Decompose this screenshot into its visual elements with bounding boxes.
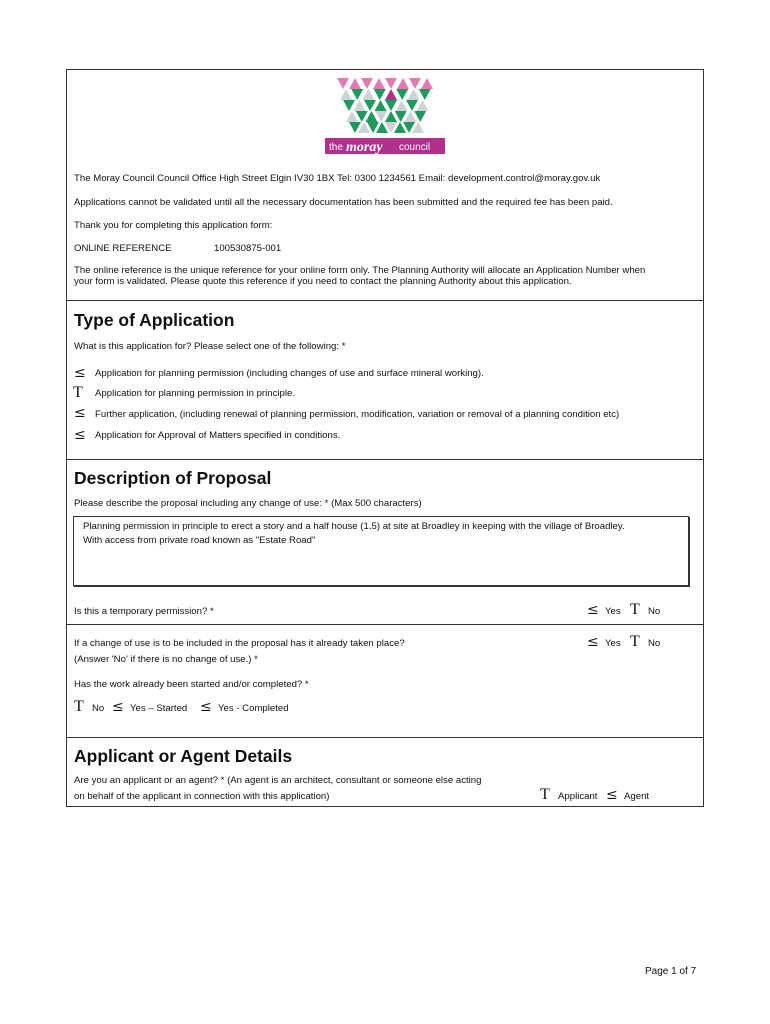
started-no-radio[interactable]: T [74, 698, 84, 715]
temporary-question: Is this a temporary permission? * [74, 606, 214, 617]
moray-council-logo [325, 76, 445, 156]
section-divider [66, 300, 704, 301]
logo-triangle [337, 78, 349, 89]
logo-triangle [346, 111, 358, 122]
logo-triangle [364, 100, 376, 111]
option-3-label: Further application, (including renewal of planning permission, modification, variation or removal of a planning condition etc) [95, 409, 620, 420]
change-of-use-question-2: (Answer 'No' if there is no change of use.) * [74, 654, 258, 665]
agent-radio[interactable]: ≤ [606, 787, 618, 803]
logo-triangle [396, 89, 408, 100]
section-divider [66, 459, 704, 460]
logo-triangle [356, 111, 368, 122]
change-no-radio[interactable]: T [630, 633, 640, 650]
description-prompt: Please describe the proposal including any change of use: * (Max 500 characters) [74, 498, 422, 509]
started-yes-started-label: Yes – Started [130, 703, 188, 714]
logo-triangle [375, 100, 387, 111]
section-divider [66, 624, 704, 625]
logo-triangle [361, 78, 373, 89]
work-started-question: Has the work already been started and/or completed? * [74, 679, 309, 690]
logo-triangle [385, 89, 397, 100]
logo-triangle [417, 100, 429, 111]
applicant-label: Applicant [558, 791, 598, 802]
option-3-radio[interactable]: ≤ [74, 405, 86, 421]
reference-note-line-1: The online reference is the unique reference for your online form only. The Planning Authority will allocate an Application Number when [74, 265, 646, 276]
agent-label: Agent [624, 791, 650, 802]
logo-triangle [385, 111, 397, 122]
reference-note-line-2: your form is validated. Please quote this reference if you need to contact the planning Authority about this application. [74, 276, 572, 287]
temporary-no-label: No [648, 606, 661, 617]
validation-note: Applications cannot be validated until all the necessary documentation has been submitted and the required fee has been paid. [74, 197, 613, 208]
logo-triangle [366, 111, 378, 122]
change-no-label: No [648, 638, 661, 649]
change-yes-radio[interactable]: ≤ [587, 634, 599, 650]
section-divider [66, 737, 704, 738]
logo-triangle [408, 89, 420, 100]
logo-triangle [363, 89, 375, 100]
temporary-yes-radio[interactable]: ≤ [587, 602, 599, 618]
online-reference-value: 100530875-001 [214, 243, 282, 254]
logo-triangle [374, 89, 386, 100]
type-question: What is this application for? Please select one of the following: * [74, 341, 346, 352]
type-of-application-heading: Type of Application [74, 310, 235, 330]
applicant-question-1: Are you an applicant or an agent? * (An agent is an architect, consultant or someone else acting [74, 775, 482, 786]
logo-triangle [406, 100, 418, 111]
logo-triangle [354, 100, 366, 111]
proposal-text-line-2: With access from private road known as "Estate Road" [83, 535, 316, 546]
logo-triangle [397, 78, 409, 89]
option-1-label: Application for planning permission (including changes of use and surface mineral working). [95, 368, 484, 379]
logo-triangle [375, 111, 387, 122]
online-reference-label: ONLINE REFERENCE [74, 243, 172, 254]
logo-triangle [395, 111, 407, 122]
applicant-radio[interactable]: T [540, 786, 550, 803]
temporary-no-radio[interactable]: T [630, 601, 640, 618]
started-no-label: No [92, 703, 105, 714]
logo-text-the: the [329, 142, 343, 153]
logo-triangle [396, 100, 408, 111]
option-1-radio[interactable]: ≤ [74, 365, 86, 381]
thanks-text: Thank you for completing this application form: [74, 220, 273, 231]
logo-triangle [373, 78, 385, 89]
logo-text-council: council [399, 142, 431, 153]
logo-triangle [405, 111, 417, 122]
logo-triangle [351, 89, 363, 100]
change-of-use-question-1: If a change of use is to be included in the proposal has it already taken place? [74, 638, 405, 649]
description-heading: Description of Proposal [74, 468, 272, 488]
proposal-description-textarea[interactable] [73, 516, 689, 586]
option-4-label: Application for Approval of Matters specified in conditions. [95, 430, 341, 441]
logo-triangle [343, 100, 355, 111]
logo-text-moray: moray [346, 140, 383, 155]
logo-triangle [421, 78, 433, 89]
logo-triangle [385, 78, 397, 89]
started-yes-completed-label: Yes - Completed [218, 703, 289, 714]
logo-triangle [340, 89, 352, 100]
logo-triangle [385, 100, 397, 111]
started-yes-started-radio[interactable]: ≤ [112, 699, 124, 715]
logo-triangle [409, 78, 421, 89]
proposal-text-line-1: Planning permission in principle to erect a story and a half house (1.5) at site at Broadley in keeping with the village of Broadley. [83, 521, 625, 532]
option-2-radio[interactable]: T [73, 384, 83, 401]
office-address: The Moray Council Council Office High Street Elgin IV30 1BX Tel: 0300 1234561 Email: development.control@moray.gov.uk [74, 173, 601, 184]
temporary-yes-label: Yes [605, 606, 621, 617]
logo-triangle [414, 111, 426, 122]
started-yes-completed-radio[interactable]: ≤ [200, 699, 212, 715]
change-yes-label: Yes [605, 638, 621, 649]
option-2-label: Application for planning permission in principle. [95, 388, 295, 399]
logo-triangle [419, 89, 431, 100]
page-number: Page 1 of 7 [645, 966, 697, 977]
option-4-radio[interactable]: ≤ [74, 427, 86, 443]
applicant-heading: Applicant or Agent Details [74, 746, 293, 766]
logo-triangle [349, 78, 361, 89]
applicant-question-2: on behalf of the applicant in connection with this application) [74, 791, 330, 802]
